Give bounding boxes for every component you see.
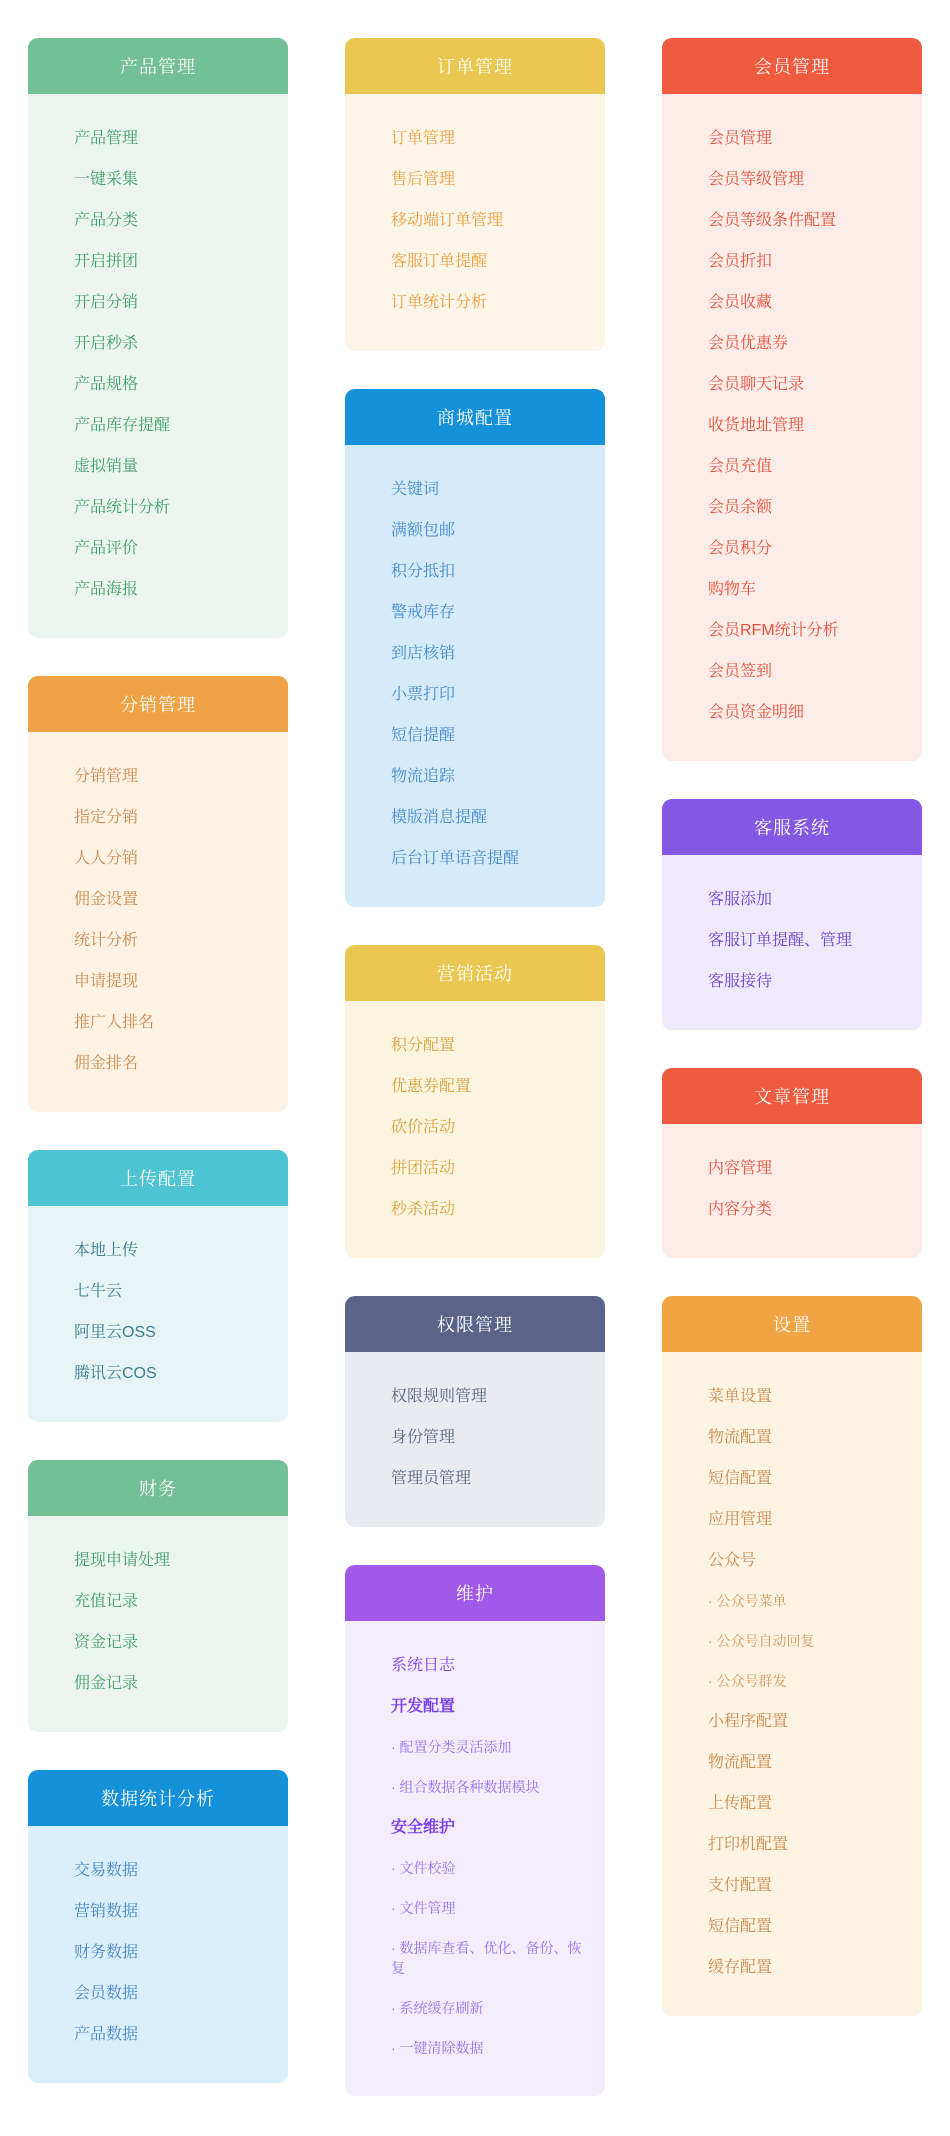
customer-service-title: 客服系统 [754,818,830,838]
menu-item[interactable]: 管理员管理 [391,1470,472,1487]
permission-management-title: 权限管理 [437,1315,513,1335]
menu-item[interactable]: 指定分销 [74,809,139,826]
mall-config-card [345,389,605,907]
menu-item[interactable]: 产品管理 [74,130,139,147]
menu-item[interactable]: 秒杀活动 [391,1201,456,1218]
article-management-title: 文章管理 [754,1087,830,1107]
menu-item[interactable]: 警戒库存 [391,604,456,621]
menu-item[interactable]: 订单管理 [391,130,456,147]
data-statistics-items [28,1826,288,2083]
menu-item[interactable]: 会员等级条件配置 [708,212,837,229]
menu-item[interactable]: 会员余额 [708,499,773,516]
menu-item[interactable]: 会员收藏 [708,294,773,311]
maintenance-title: 维护 [456,1584,494,1604]
upload-config-title: 上传配置 [120,1169,196,1189]
menu-item[interactable]: 一键采集 [74,171,139,188]
distribution-management-items [28,732,288,1112]
menu-item[interactable]: 开启秒杀 [74,335,139,352]
menu-item[interactable]: 短信配置 [708,1470,773,1487]
menu-item[interactable]: 推广人排名 [74,1014,155,1031]
menu-item[interactable]: 产品评价 [74,540,139,557]
menu-item[interactable]: 产品规格 [74,376,139,393]
menu-item[interactable]: 安全维护 [391,1819,456,1836]
menu-item[interactable]: 会员积分 [708,540,773,557]
menu-item[interactable]: 佣金设置 [74,891,139,908]
menu-item[interactable]: · 公众号群发 [708,1673,787,1689]
menu-item[interactable]: 开启拼团 [74,253,139,270]
order-management-items [345,94,605,351]
maintenance-items [345,1621,605,2096]
menu-item[interactable]: 开发配置 [391,1698,456,1715]
menu-item[interactable]: 客服接待 [708,973,773,990]
column-middle [345,38,605,2096]
menu-item[interactable]: 小程序配置 [708,1713,789,1730]
menu-item[interactable]: 物流配置 [708,1754,773,1771]
menu-item[interactable]: 小票打印 [391,686,456,703]
menu-item[interactable]: 后台订单语音提醒 [391,850,520,867]
menu-item[interactable]: 优惠券配置 [391,1078,472,1095]
menu-item[interactable]: 积分抵扣 [391,563,456,580]
menu-item[interactable]: 收货地址管理 [708,417,805,434]
settings-card [662,1296,922,2016]
menu-item[interactable]: 短信配置 [708,1918,773,1935]
upload-config-items [28,1206,288,1422]
menu-item[interactable]: · 公众号菜单 [708,1593,787,1609]
menu-item[interactable]: 营销数据 [74,1903,139,1920]
menu-item[interactable]: 应用管理 [708,1511,773,1528]
menu-item[interactable]: 本地上传 [74,1242,139,1259]
order-management-card [345,38,605,351]
column-left [28,38,288,2083]
menu-item[interactable]: 人人分销 [74,850,139,867]
menu-item[interactable]: 满额包邮 [391,522,456,539]
maintenance-header [345,1565,605,1621]
menu-item[interactable]: 砍价活动 [391,1119,456,1136]
menu-item[interactable]: 会员签到 [708,663,773,680]
mall-config-header [345,389,605,445]
member-management-header [662,38,922,94]
article-management-items [662,1124,922,1258]
menu-item[interactable]: · 公众号自动回复 [708,1633,815,1649]
finance-title: 财务 [139,1479,177,1499]
menu-item[interactable]: 会员资金明细 [708,704,805,721]
menu-item[interactable]: 交易数据 [74,1862,139,1879]
menu-item[interactable]: 分销管理 [74,768,139,785]
menu-item[interactable]: 拼团活动 [391,1160,456,1177]
menu-item[interactable]: 腾讯云COS [74,1365,157,1382]
upload-config-card [28,1150,288,1422]
menu-item[interactable]: 会员充值 [708,458,773,475]
marketing-activity-card [345,945,605,1258]
menu-item[interactable]: 模版消息提醒 [391,809,488,826]
menu-item[interactable]: 产品数据 [74,2026,139,2043]
menu-item[interactable]: 会员RFM统计分析 [708,622,839,639]
menu-item[interactable]: · 文件校验 [391,1860,456,1876]
menu-item[interactable]: 佣金排名 [74,1055,139,1072]
menu-item[interactable]: · 文件管理 [391,1900,456,1916]
product-management-items [28,94,288,638]
member-management-items [662,94,922,761]
menu-item[interactable]: 关键词 [391,481,440,498]
menu-item[interactable]: 内容管理 [708,1160,773,1177]
menu-item[interactable]: 身份管理 [391,1429,456,1446]
customer-service-items [662,855,922,1030]
menu-item[interactable]: · 配置分类灵活添加 [391,1739,512,1755]
distribution-management-header [28,676,288,732]
menu-item[interactable]: 会员聊天记录 [708,376,805,393]
permission-management-header [345,1296,605,1352]
menu-item[interactable]: 系统日志 [391,1657,456,1674]
menu-item[interactable]: · 系统缓存刷新 [391,2000,484,2016]
menu-item[interactable]: 客服订单提醒、管理 [708,932,853,949]
marketing-activity-items [345,1001,605,1258]
menu-item[interactable]: 购物车 [708,581,757,598]
menu-item[interactable]: 虚拟销量 [74,458,139,475]
menu-item[interactable]: 统计分析 [74,932,139,949]
menu-item[interactable]: 客服添加 [708,891,773,908]
order-management-title: 订单管理 [437,57,513,77]
menu-item[interactable]: 积分配置 [391,1037,456,1054]
order-management-header [345,38,605,94]
article-management-card [662,1068,922,1258]
menu-item[interactable]: · 数据库查看、优化、备份、恢复 [391,1940,582,1976]
maintenance-card [345,1565,605,2096]
product-management-header [28,38,288,94]
customer-service-header [662,799,922,855]
menu-item[interactable]: 打印机配置 [708,1836,789,1853]
menu-item[interactable]: 阿里云OSS [74,1324,156,1341]
menu-item[interactable]: 充值记录 [74,1593,139,1610]
menu-item[interactable]: 客服订单提醒 [391,253,488,270]
menu-item[interactable]: 物流配置 [708,1429,773,1446]
menu-item[interactable]: 移动端订单管理 [391,212,504,229]
mall-config-items [345,445,605,907]
data-statistics-header [28,1770,288,1826]
mall-config-title: 商城配置 [437,408,513,428]
product-management-card [28,38,288,638]
menu-item[interactable]: 到店核销 [391,645,456,662]
menu-item[interactable]: 七牛云 [74,1283,123,1300]
distribution-management-card [28,676,288,1112]
menu-item[interactable]: 菜单设置 [708,1388,773,1405]
menu-item[interactable]: · 组合数据各种数据模块 [391,1779,540,1795]
menu-item[interactable]: 支付配置 [708,1877,773,1894]
menu-item[interactable]: 缓存配置 [708,1959,773,1976]
menu-item[interactable]: 会员管理 [708,130,773,147]
finance-header [28,1460,288,1516]
menu-item[interactable]: 佣金记录 [74,1675,139,1692]
menu-item[interactable]: 会员折扣 [708,253,773,270]
menu-item[interactable]: 会员优惠券 [708,335,789,352]
menu-item[interactable]: 申请提现 [74,973,139,990]
product-management-title: 产品管理 [120,57,196,77]
menu-item[interactable]: 售后管理 [391,171,456,188]
menu-item[interactable]: · 一键清除数据 [391,2040,484,2056]
settings-header [662,1296,922,1352]
settings-title: 设置 [773,1315,811,1335]
menu-item[interactable]: 物流追踪 [391,768,456,785]
menu-item[interactable]: 权限规则管理 [391,1388,488,1405]
customer-service-card [662,799,922,1030]
menu-item[interactable]: 产品库存提醒 [74,417,171,434]
menu-item[interactable]: 产品分类 [74,212,139,229]
menu-item[interactable]: 内容分类 [708,1201,773,1218]
menu-item[interactable]: 产品统计分析 [74,499,171,516]
menu-item[interactable]: 会员等级管理 [708,171,805,188]
menu-item[interactable]: 开启分销 [74,294,139,311]
menu-item[interactable]: 产品海报 [74,581,139,598]
finance-card [28,1460,288,1732]
column-right [662,38,922,2016]
permission-management-card [345,1296,605,1527]
member-management-title: 会员管理 [754,57,830,77]
menu-item[interactable]: 上传配置 [708,1795,773,1812]
menu-item[interactable]: 会员数据 [74,1985,139,2002]
menu-item[interactable]: 财务数据 [74,1944,139,1961]
settings-items [662,1352,922,2016]
menu-item[interactable]: 公众号 [708,1552,757,1569]
menu-item[interactable]: 订单统计分析 [391,294,488,311]
upload-config-header [28,1150,288,1206]
member-management-card [662,38,922,761]
marketing-activity-title: 营销活动 [437,964,513,984]
data-statistics-card [28,1770,288,2083]
menu-item[interactable]: 短信提醒 [391,727,456,744]
marketing-activity-header [345,945,605,1001]
distribution-management-title: 分销管理 [120,695,196,715]
permission-management-items [345,1352,605,1527]
article-management-header [662,1068,922,1124]
menu-item[interactable]: 资金记录 [74,1634,139,1651]
menu-item[interactable]: 提现申请处理 [74,1552,171,1569]
finance-items [28,1516,288,1732]
data-statistics-title: 数据统计分析 [101,1789,215,1809]
